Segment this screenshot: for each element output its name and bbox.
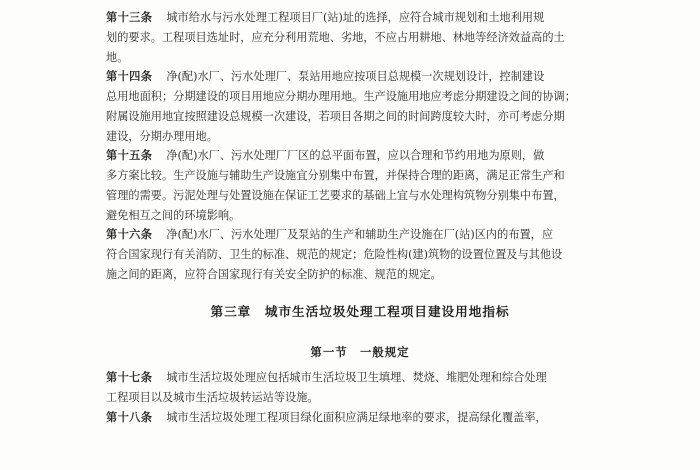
clause-text-line: 城市生活垃圾处理应包括城市生活垃圾卫生填埋、焚烧、堆肥处理和综合处理 xyxy=(166,371,547,385)
clause-paragraph xyxy=(106,265,614,284)
clause-number: 第十四条 xyxy=(106,69,153,84)
clause-paragraph xyxy=(106,368,614,387)
clause-text-line: 城市生活垃圾处理工程项目绿化面积应满足绿地率的要求，提高绿化覆盖率， xyxy=(166,411,547,425)
clause-text-line: 净(配)水厂、污水处理厂、泵站用地应按项目总规模一次规划设计，控制建设 xyxy=(166,70,545,84)
clause-number: 第十七条 xyxy=(106,370,153,385)
page-bottom-clipped-line xyxy=(106,408,614,428)
clause-paragraph xyxy=(106,206,614,225)
clause-text-line: 地。 xyxy=(106,50,129,64)
clause-text-line: 附属设施用地宜按照建设总规模一次建设，若项目各期之间的时间跨度较大时，亦可考虑分期 xyxy=(106,109,565,123)
clause-number: 第十三条 xyxy=(106,10,153,24)
clause-paragraph xyxy=(106,8,614,27)
clause-text-line: 管理的需要。污泥处理与处置设施在保证工艺要求的基础上宜与水处理构筑物分别集中布置， xyxy=(106,188,565,202)
clause-number: 第十五条 xyxy=(106,148,153,163)
clause-paragraph xyxy=(106,388,614,407)
clause-text-line: 划的要求。工程项目选址时，应充分利用荒地、劣地，不应占用耕地、林地等经济效益高的土 xyxy=(106,30,565,44)
clause-paragraph xyxy=(106,107,614,126)
clause-number: 第十八条 xyxy=(106,410,153,425)
clause-text-line: 施之间的距离，应符合国家现行有关安全防护的标准、规范的规定。 xyxy=(106,267,442,281)
clause-paragraph xyxy=(106,87,614,106)
clause-text-line: 建设，分期办理用地。 xyxy=(106,129,218,143)
clause-text-line: 净(配)水厂、污水处理厂厂区的总平面布置，应以合理和节约用地为原则，做 xyxy=(166,149,545,163)
clause-text-line: 符合国家现行有关消防、卫生的标准、规范的规定；危险性构(建)筑物的设置位置及与其他设 xyxy=(106,248,563,262)
section-heading: 第一节 一般规定 xyxy=(310,344,410,359)
clause-text-line: 多方案比较。生产设施与辅助生产设施宜分别集中布置，并保持合理的距离，满足正常生产和 xyxy=(106,169,565,183)
clause-paragraph xyxy=(106,48,614,67)
clause-text-line: 避免相互之间的环境影响。 xyxy=(106,208,241,222)
chapter-heading: 第三章 城市生活垃圾处理工程项目建设用地指标 xyxy=(210,304,510,320)
clause-paragraph xyxy=(106,166,614,185)
clause-paragraph xyxy=(106,146,614,165)
clause-text-line: 总用地面积；分期建设的项目用地应分期办理用地。生产设施用地应考虑分期建设之间的协调； xyxy=(106,90,576,104)
clause-number: 第十六条 xyxy=(106,227,153,242)
clause-paragraph xyxy=(106,28,614,47)
clause-paragraph xyxy=(106,67,614,86)
clause-paragraph xyxy=(106,408,614,427)
clause-text-line: 净(配)水厂、污水处理厂及泵站的生产和辅助生产设施在厂(站)区内的布置，应 xyxy=(166,228,554,242)
clause-paragraph xyxy=(106,245,614,264)
clause-paragraph xyxy=(106,225,614,244)
clause-paragraph xyxy=(106,186,614,205)
document-body xyxy=(106,8,614,428)
clause-text-line: 城市给水与污水处理工程项目厂(站)址的选择，应符合城市规划和土地利用规 xyxy=(166,11,545,24)
clause-text-line: 工程项目以及城市生活垃圾转运站等设施。 xyxy=(106,391,319,405)
clause-paragraph xyxy=(106,127,614,146)
